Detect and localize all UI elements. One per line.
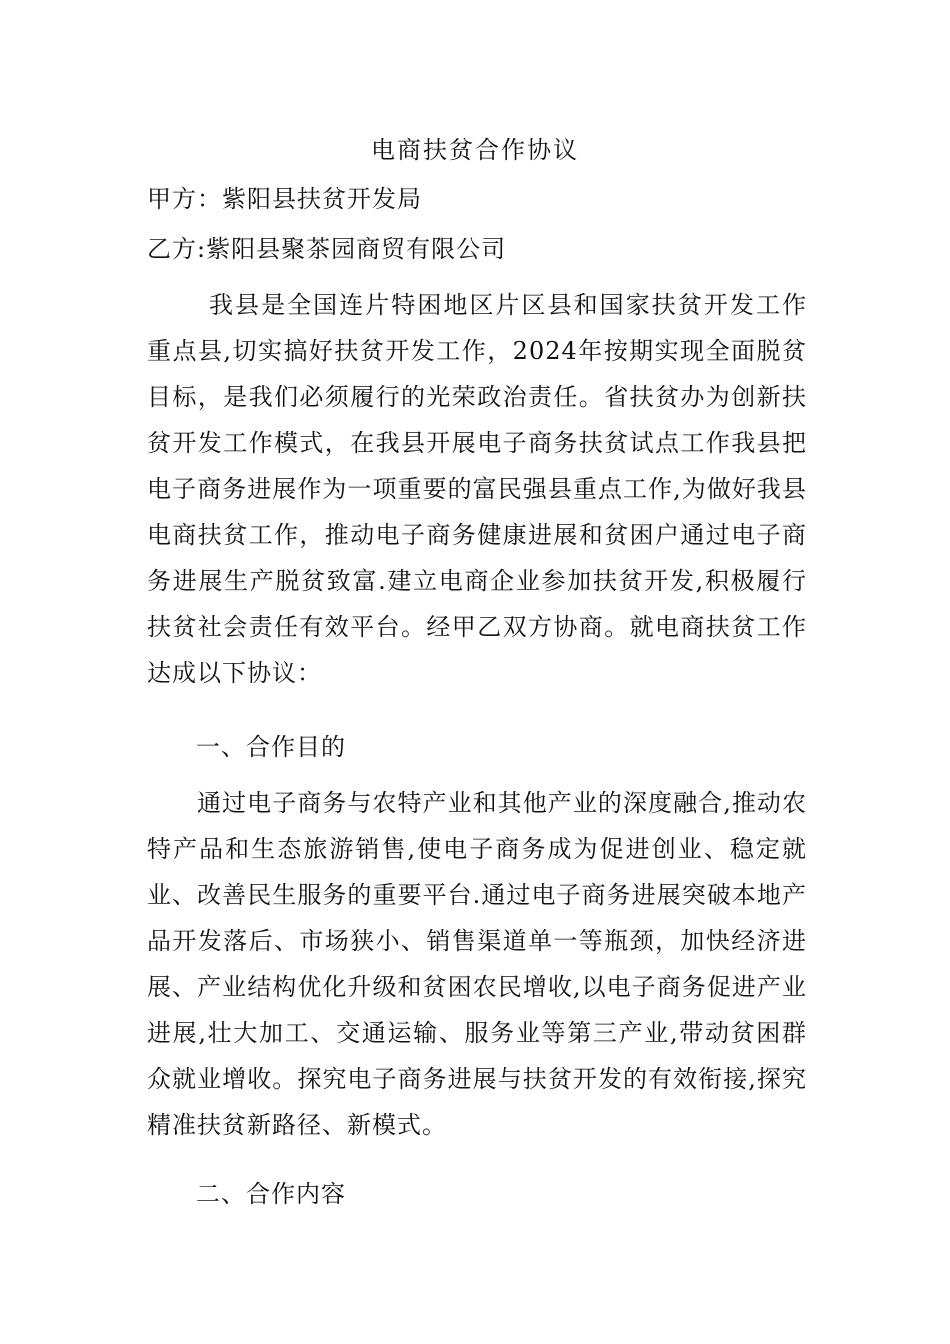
- section-heading-cooperation-purpose: 一、合作目的: [196, 733, 346, 761]
- section-heading-cooperation-content: 二、合作内容: [196, 1180, 346, 1208]
- intro-paragraph: 我县是全国连片特困地区片区县和国家扶贫开发工作重点县,切实搞好扶贫开发工作，2024年按期实现全面脱贫目标，是我们必须履行的光荣政治责任。省扶贫办为创新扶贫开发工作模式，在我县开展电子商务扶贫试点工作我县把电子商务进展作为一项重要的富民强县重点工作,为做好我县电商扶贫工作，推动电子商务健康进展和贫困户通过电子商务进展生产脱贫致富.建立电商企业参加扶贫开发,积极履行扶贫社会责任有效平台。经甲乙双方协商。就电商扶贫工作达成以下协议：: [147, 291, 807, 687]
- section-body-cooperation-purpose: 通过电子商务与农特产业和其他产业的深度融合,推动农特产品和生态旅游销售,使电子商务成为促进创业、稳定就业、改善民生服务的重要平台.通过电子商务进展突破本地产品开发落后、市场狭小、销售渠道单一等瓶颈，加快经济进展、产业结构优化升级和贫困农民增收,以电子商务促进产业进展,壮大加工、交通运输、服务业等第三产业,带动贫困群众就业增收。探究电子商务进展与扶贫开发的有效衔接,探究精准扶贫新路径、新模式。: [147, 789, 807, 1139]
- party-b-line: 乙方:紫阳县聚茶园商贸有限公司: [147, 235, 507, 263]
- party-a-line: 甲方：紫阳县扶贫开发局: [147, 185, 422, 213]
- document-title: 电商扶贫合作协议: [371, 136, 579, 164]
